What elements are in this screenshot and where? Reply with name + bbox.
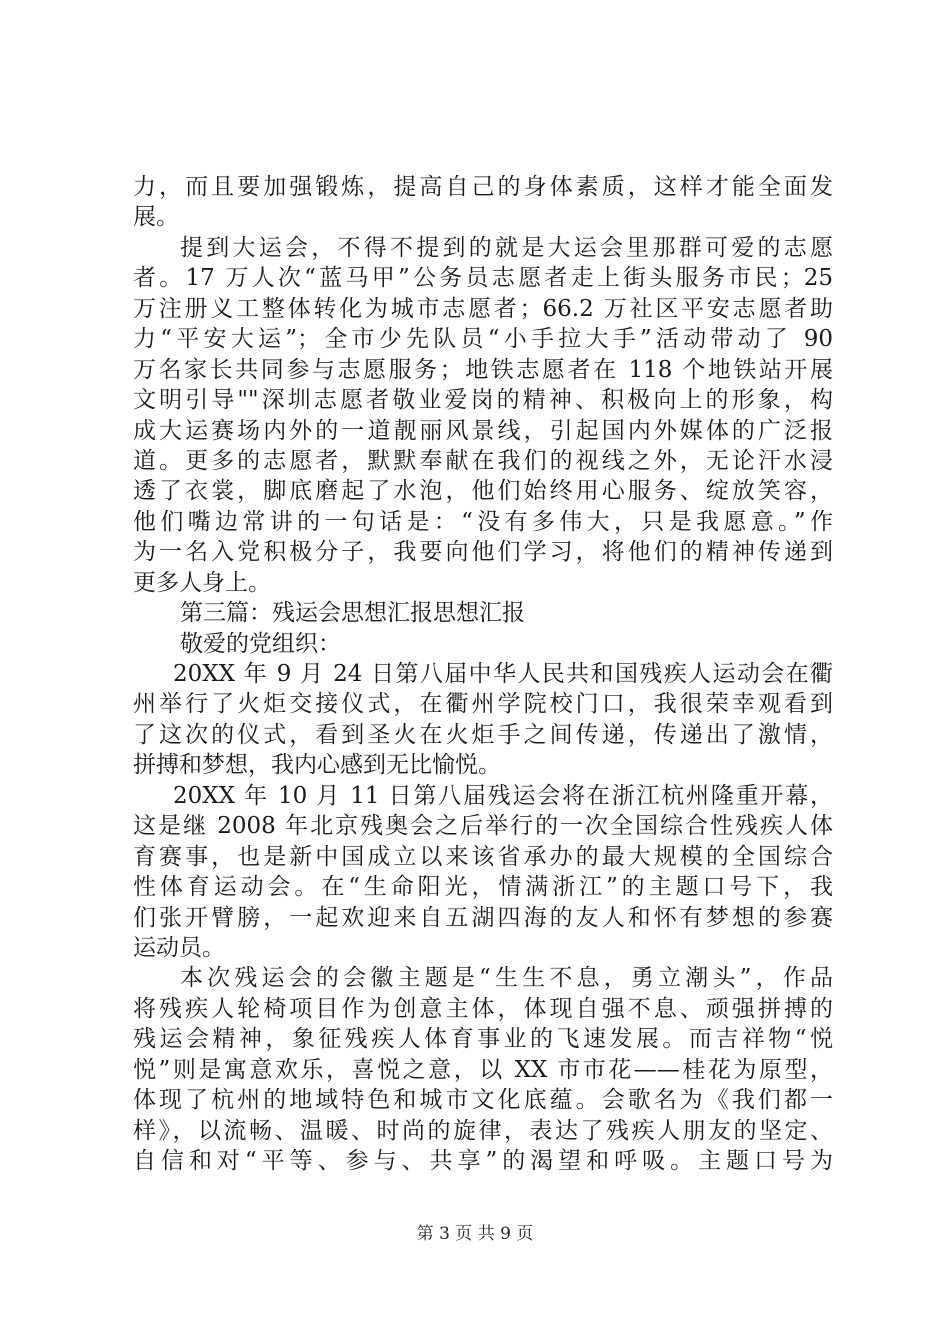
text-line: 悦”则是寓意欢乐，喜悦之意，以 XX 市市花——桂花为原型， [133, 1056, 833, 1083]
text-line: 这是继 2008 年北京残奥会之后举行的一次全国综合性残疾人体 [133, 813, 833, 840]
text-line: 们张开臂膀，一起欢迎来自五湖四海的友人和怀有梦想的参赛 [133, 904, 833, 931]
text-line: 文明引导""深圳志愿者敬业爱岗的精神、积极向上的形象，构 [133, 387, 833, 414]
document-body [133, 172, 833, 1176]
text-line: 透了衣裳，脚底磨起了水泡，他们始终用心服务、绽放笑容， [133, 478, 833, 505]
text-line: 更多人身上。 [133, 569, 271, 596]
text-line: 残运会精神，象征残疾人体育事业的飞速发展。而吉祥物“悦 [133, 1026, 833, 1053]
text-line: 道。更多的志愿者，默默奉献在我们的视线之外，无论汗水浸 [133, 447, 833, 474]
text-line: 者。17 万人次“蓝马甲”公务员志愿者走上街头服务市民；25 [133, 265, 833, 292]
page-number-footer: 第 3 页 共 9 页 [416, 1224, 534, 1244]
text-line: 性体育运动会。在“生命阳光，情满浙江”的主题口号下，我 [133, 874, 833, 901]
text-line: 运动员。 [133, 934, 225, 961]
text-line: 拼搏和梦想，我内心感到无比愉悦。 [133, 752, 501, 779]
text-line: 成大运赛场内外的一道靓丽风景线，引起国内外媒体的广泛报 [133, 417, 833, 444]
text-line: 州举行了火炬交接仪式，在衢州学院校门口，我很荣幸观看到 [133, 691, 833, 718]
text-line: 育赛事，也是新中国成立以来该省承办的最大规模的全国综合 [133, 843, 833, 870]
text-line: 本次残运会的会徽主题是“生生不息，勇立潮头”，作品 [180, 965, 833, 992]
text-line: 自信和对“平等、参与、共享”的渴望和呼吸。主题口号为 [133, 1148, 833, 1174]
text-line: 20XX 年 9 月 24 日第八届中华人民共和国残疾人运动会在衢 [173, 661, 833, 687]
text-line: 展。 [133, 204, 179, 231]
salutation: 敬爱的党组织： [180, 630, 341, 657]
text-line: 体现了杭州的地域特色和城市文化底蕴。会歌名为《我们都一 [133, 1087, 833, 1114]
text-line: 样》，以流畅、温暖、时尚的旋律，表达了残疾人朋友的坚定、 [133, 1117, 833, 1144]
text-line: 万注册义工整体转化为城市志愿者；66.2 万社区平安志愿者助 [133, 295, 833, 322]
text-line: 将残疾人轮椅项目作为创意主体，体现自强不息、顽强拼搏的 [133, 995, 833, 1022]
text-line: 力“平安大运”；全市少先队员“小手拉大手”活动带动了 90 [133, 326, 833, 353]
text-line: 为一名入党积极分子，我要向他们学习，将他们的精神传递到 [133, 539, 833, 566]
text-line: 力，而且要加强锻炼，提高自己的身体素质，这样才能全面发 [133, 174, 833, 200]
text-line: 提到大运会，不得不提到的就是大运会里那群可爱的志愿 [180, 234, 833, 261]
text-line: 了这次的仪式，看到圣火在火炬手之间传递，传递出了激情， [133, 721, 833, 748]
text-line: 20XX 年 10 月 11 日第八届残运会将在浙江杭州隆重开幕， [173, 782, 833, 809]
text-line: 万名家长共同参与志愿服务；地铁志愿者在 118 个地铁站开展 [133, 356, 833, 383]
text-line: 他们嘴边常讲的一句话是：“没有多伟大，只是我愿意。”作 [133, 508, 833, 535]
section-heading: 第三篇：残运会思想汇报思想汇报 [180, 600, 525, 627]
